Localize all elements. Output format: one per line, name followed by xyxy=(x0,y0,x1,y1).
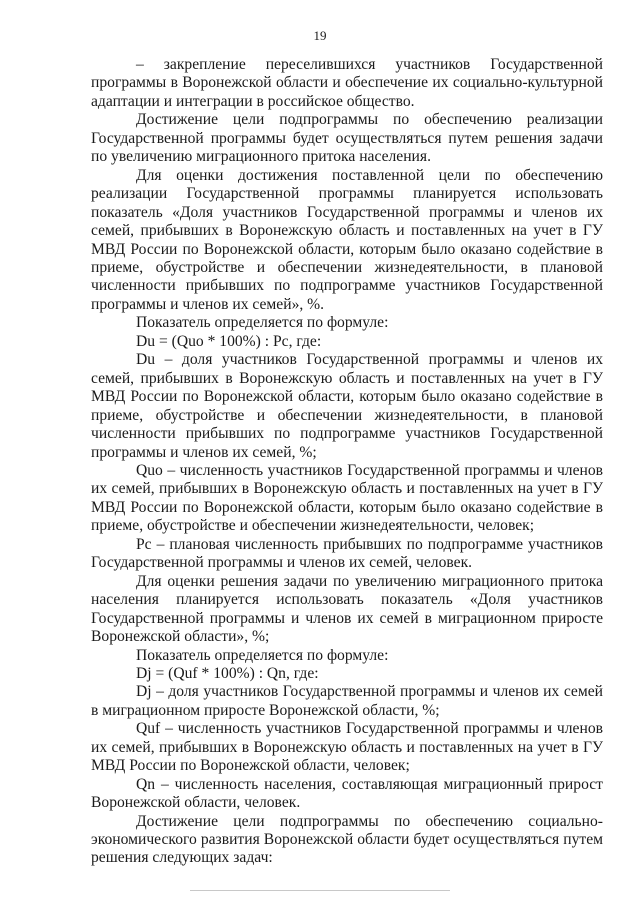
definition-qn: Qn – численность населения, составляющая миграционный прирост Воронежской области, человек. xyxy=(91,775,603,812)
definition-quo: Quo – численность участников Государственной программы и членов их семей, прибывших в Воронежскую область и поставленных на учет в ГУ МВД России по Воронежской области, которым было оказано содействие в приеме, обустройстве и обеспечении жизнедеятельности, человек; xyxy=(91,461,603,535)
page-bottom-edge xyxy=(190,890,450,891)
definition-dj: Dj – доля участников Государственной программы и членов их семей в миграционном приросте Воронежской области, %; xyxy=(91,683,603,719)
page-number: 19 xyxy=(313,28,327,43)
definition-du: Du – доля участников Государственной программы и членов их семей, прибывших в Воронежскую область и поставленных на учет в ГУ МВД России по Воронежской области, которым было оказано содействие в приеме, обустройстве и обеспечении жизнедеятельности, в плановой численности прибывших по подпрограмме участников Государственной программы и членов их семей, %; xyxy=(91,351,603,461)
formula-du: Du = (Quo * 100%) : Pc, где: xyxy=(136,332,322,350)
paragraph-consolidation: – закрепление переселившихся участников Государственной программы в Воронежской области и обеспечение их социально-культурной адаптации и интеграции в российское общество. xyxy=(91,56,603,110)
definition-quf: Quf – численность участников Государственной программы и членов их семей, прибывших в Воронежскую область и поставленных на учет в ГУ МВД России по Воронежской области, человек; xyxy=(91,720,603,775)
formula-dj: Dj = (Quf * 100%) : Qn, где: xyxy=(136,664,319,682)
document-body xyxy=(91,56,603,868)
paragraph-indicator-share: Для оценки достижения поставленной цели по обеспечению реализации Государственной программы планируется использовать показатель «Доля участников Государственной программы и членов их семей, прибывших в Воронежскую область и поставленных на учет в ГУ МВД России по Воронежской области, которым было оказано содействие в приеме, обустройстве и обеспечении жизнедеятельности, в плановой численности прибывших по подпрограмме участников Государственной программы и членов их семей», %. xyxy=(91,166,603,313)
definition-pc: Pc – плановая численность прибывших по подпрограмме участников Государственной программы и членов их семей, человек. xyxy=(91,535,603,572)
paragraph-goal-achievement: Достижение цели подпрограммы по обеспечению реализации Государственной программы будет осуществляться путем решения задачи по увеличению миграционного притока населения. xyxy=(91,111,603,166)
formula-intro-2: Показатель определяется по формуле: xyxy=(136,646,389,664)
paragraph-tasks-intro: Достижение цели подпрограммы по обеспечению социально-экономического развития Воронежской области будет осуществляться путем решения следующих задач: xyxy=(91,812,603,867)
paragraph-indicator-migration: Для оценки решения задачи по увеличению миграционного притока населения планируется использовать показатель «Доля участников Государственной программы и членов их семей в миграционном приросте Воронежской области», %; xyxy=(91,572,603,646)
formula-intro-1: Показатель определяется по формуле: xyxy=(136,314,389,332)
